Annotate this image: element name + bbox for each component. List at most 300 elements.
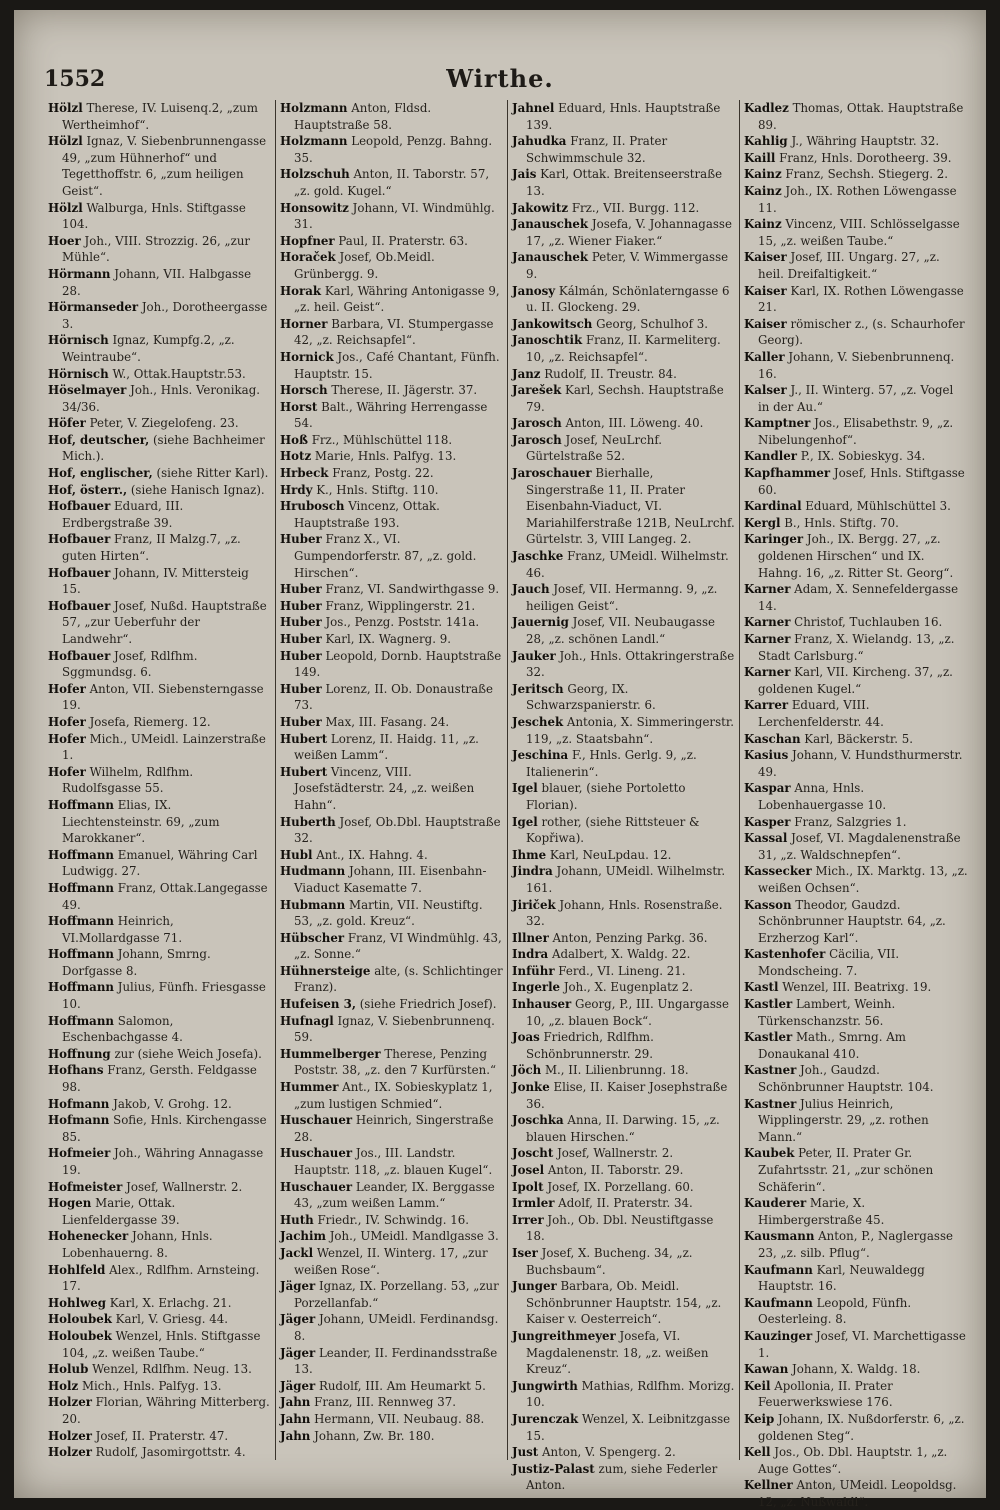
entry-name: Kauderer bbox=[744, 1196, 807, 1211]
directory-entry bbox=[48, 133, 271, 199]
entry-name: Hufeisen 3, bbox=[280, 997, 356, 1012]
entry-details: Josef, II. Praterstr. 47. bbox=[95, 1428, 229, 1443]
entry-details: Josefa, V. Johannagasse 17, „z. Wiener Fiaker.“ bbox=[526, 217, 732, 248]
directory-entry bbox=[280, 897, 503, 930]
entry-details: Ant., IX. Hahng. 4. bbox=[316, 847, 428, 862]
entry-name: Karner bbox=[744, 582, 791, 597]
entry-details: Johann, Zw. Br. 180. bbox=[314, 1428, 435, 1443]
entry-name: Huber bbox=[280, 615, 322, 630]
entry-name: Jachim bbox=[280, 1229, 326, 1244]
entry-details: Joh., IX. Rothen Löwengasse 11. bbox=[758, 183, 957, 215]
entry-details: Karl, VII. Kircheng. 37, „z. goldenen Kugel.“ bbox=[758, 665, 953, 696]
entry-name: Hörnisch bbox=[48, 333, 109, 348]
directory-entry bbox=[512, 133, 735, 166]
entry-details: Joh., VIII. Strozzig. 26, „zur Mühle“. bbox=[62, 233, 251, 265]
directory-entry bbox=[48, 366, 271, 383]
entry-name: Hrdy bbox=[280, 482, 313, 497]
directory-entry bbox=[512, 1245, 735, 1278]
directory-entry bbox=[48, 1096, 271, 1113]
directory-entry bbox=[512, 1328, 735, 1378]
entry-name: Joscht bbox=[512, 1146, 554, 1161]
entry-name: Jankowitsch bbox=[512, 316, 593, 331]
entry-details: Theodor, Gaudzd. Schönbrunner Hauptstr. 64, „z. Erzherzog Karl“. bbox=[758, 897, 946, 945]
entry-name: Hufnagl bbox=[280, 1013, 334, 1028]
directory-entry bbox=[280, 614, 503, 631]
entry-details: Jos., Café Chantant, Fünfh. Hauptstr. 15. bbox=[294, 349, 500, 381]
entry-name: Hühnersteige bbox=[280, 963, 371, 978]
entry-name: Jahnel bbox=[512, 101, 555, 115]
entry-name: Hofer bbox=[48, 731, 86, 746]
entry-details: Alex., Rdlfhm. Arnsteing. 17. bbox=[62, 1262, 260, 1294]
directory-entry bbox=[744, 1145, 968, 1195]
entry-name: Inführ bbox=[512, 963, 555, 978]
directory-entry bbox=[280, 598, 503, 615]
entry-details: Therese, IV. Luisenq.2, „zum Wertheimhof“. bbox=[62, 101, 258, 132]
entry-name: Jiriček bbox=[512, 897, 556, 912]
directory-entry bbox=[280, 399, 503, 432]
entry-name: Kainz bbox=[744, 167, 782, 182]
entry-name: Jarosch bbox=[512, 432, 562, 447]
directory-entry bbox=[48, 913, 271, 946]
directory-entry bbox=[744, 1262, 968, 1295]
entry-details: blauer, (siehe Portoletto Florian). bbox=[526, 781, 686, 812]
entry-details: Sofie, Hnls. Kirchengasse 85. bbox=[62, 1113, 267, 1144]
entry-name: Holzmann bbox=[280, 101, 348, 115]
directory-entry bbox=[744, 1096, 968, 1146]
directory-entry bbox=[280, 382, 503, 399]
entry-details: Peter, II. Prater Gr. Zufahrtsstr. 21, „zur schönen Schäferin“. bbox=[758, 1146, 934, 1194]
entry-details: Vincenz, VIII. Josefstädterstr. 24, „z. weißen Hahn“. bbox=[294, 764, 475, 812]
entry-details: Ignaz, V. Siebenbrunnengasse 49, „zum Hühnerhof“ und Tegetthoffstr. 6, „zum heiligen Geist“. bbox=[62, 134, 267, 198]
directory-entry bbox=[744, 448, 968, 465]
entry-details: Kálmán, Schönlaterngasse 6 u. II. Glockeng. 29. bbox=[526, 283, 730, 315]
entry-name: Irrer bbox=[512, 1212, 544, 1227]
entry-name: Hoffnung bbox=[48, 1046, 111, 1061]
entry-name: Janosy bbox=[512, 283, 556, 298]
entry-name: Holz bbox=[48, 1378, 79, 1393]
directory-entry bbox=[48, 797, 271, 847]
directory-entry bbox=[48, 531, 271, 564]
entry-details: Josef, Hnls. Stiftgasse 60. bbox=[758, 466, 965, 497]
entry-name: Huschauer bbox=[280, 1179, 353, 1194]
entry-name: Karner bbox=[744, 615, 791, 630]
directory-entry bbox=[744, 780, 968, 813]
entry-details: Leander, IX. Berggasse 43, „zum weißen Lamm.“ bbox=[294, 1179, 495, 1211]
entry-details: zur (siehe Weich Josefa). bbox=[114, 1046, 262, 1061]
entry-name: Keil bbox=[744, 1378, 771, 1393]
entry-details: Rudolf, II. Treustr. 84. bbox=[544, 366, 677, 381]
directory-entry bbox=[280, 863, 503, 896]
entry-details: Adolf, II. Praterstr. 34. bbox=[558, 1196, 693, 1211]
directory-entry bbox=[744, 946, 968, 979]
directory-entry bbox=[280, 1145, 503, 1178]
entry-details: Math., Smrng. Am Donaukanal 410. bbox=[758, 1030, 906, 1061]
entry-details: Julius Heinrich, Wipplingerstr. 29, „z. rothen Mann.“ bbox=[758, 1096, 929, 1144]
entry-name: Jäger bbox=[280, 1279, 316, 1294]
entry-details: Johann, Hnls. Rosenstraße. 32. bbox=[526, 897, 723, 929]
entry-name: Karrer bbox=[744, 698, 789, 713]
entry-details: Wenzel, II. Winterg. 17, „zur weißen Rose“. bbox=[294, 1245, 488, 1277]
directory-entry bbox=[280, 349, 503, 382]
entry-name: Jackl bbox=[280, 1245, 314, 1260]
directory-entry bbox=[744, 897, 968, 947]
entry-details: Bierhalle, Singerstraße 11, II. Prater Eisenbahn-Viaduct, VI. Mariahilferstraße 121B, NeuLrchf. Gürtelstr. 3, VIII Langeg. 2. bbox=[526, 466, 735, 547]
entry-details: Karl, Währing Antonigasse 9, „z. heil. Geist“. bbox=[294, 283, 500, 315]
directory-entry bbox=[744, 150, 968, 167]
directory-entry bbox=[280, 200, 503, 233]
directory-entry bbox=[48, 266, 271, 299]
entry-name: Hof, österr., bbox=[48, 482, 128, 497]
entry-details: Anton, VII. Siebensterngasse 19. bbox=[62, 681, 264, 713]
entry-details: Marie, Hnls. Palfyg. 13. bbox=[314, 449, 457, 464]
directory-entry bbox=[48, 565, 271, 598]
entry-name: Keip bbox=[744, 1411, 775, 1426]
entry-details: Anna, Hnls. Lobenhauergasse 10. bbox=[758, 781, 887, 812]
directory-entry bbox=[744, 100, 968, 133]
entry-name: Kaiser bbox=[744, 316, 787, 331]
entry-details: P., IX. Sobieskyg. 34. bbox=[800, 449, 926, 464]
directory-entry bbox=[512, 780, 735, 813]
entry-name: Kaill bbox=[744, 150, 776, 165]
entry-name: Kasson bbox=[744, 897, 792, 912]
directory-entry bbox=[512, 1145, 735, 1162]
directory-entry bbox=[280, 249, 503, 282]
entry-details: Mich., Hnls. Palfyg. 13. bbox=[81, 1378, 222, 1393]
entry-details: Josef, VI. Marchettigasse 1. bbox=[758, 1328, 966, 1360]
entry-name: Kergl bbox=[744, 515, 781, 530]
directory-entry bbox=[48, 498, 271, 531]
entry-details: römischer z., (s. Schaurhofer Georg). bbox=[758, 316, 965, 348]
directory-entry bbox=[48, 1262, 271, 1295]
entry-name: Hofer bbox=[48, 681, 86, 696]
entry-name: Kahlig bbox=[744, 134, 788, 149]
entry-details: Eduard, VIII. Lerchenfelderstr. 44. bbox=[758, 698, 884, 729]
entry-details: Jos., Ob. Dbl. Hauptstr. 1, „z. Auge Gottes“. bbox=[758, 1445, 948, 1476]
directory-entry bbox=[48, 332, 271, 365]
entry-name: Jöch bbox=[512, 1063, 542, 1078]
entry-details: Rudolf, III. Am Heumarkt 5. bbox=[318, 1378, 486, 1393]
directory-entry bbox=[48, 415, 271, 432]
entry-details: Johann, UMeidl. Ferdinandsg. 8. bbox=[294, 1312, 499, 1343]
entry-details: Leopold, Dornb. Hauptstraße 149. bbox=[294, 648, 502, 680]
entry-name: Huber bbox=[280, 681, 322, 696]
directory-entry bbox=[48, 1195, 271, 1228]
directory-entry bbox=[280, 648, 503, 681]
directory-entry bbox=[280, 764, 503, 814]
entry-name: Huber bbox=[280, 714, 322, 729]
entry-details: Johann, IV. Mittersteig 15. bbox=[62, 565, 249, 597]
entry-details: W., Ottak.Hauptstr.53. bbox=[112, 366, 246, 381]
entry-details: Martin, VII. Neustiftg. 53, „z. gold. Kreuz“. bbox=[294, 897, 483, 929]
entry-name: Kastler bbox=[744, 1030, 793, 1045]
entry-details: Josef, Wallnerstr. 2. bbox=[557, 1146, 674, 1161]
entry-details: Mathias, Rdlfhm. Morizg. 10. bbox=[526, 1378, 735, 1410]
directory-entry bbox=[744, 581, 968, 614]
entry-details: zum, siehe Federler Anton. bbox=[526, 1461, 718, 1493]
directory-entry bbox=[512, 249, 735, 282]
directory-entry bbox=[512, 1444, 735, 1461]
entry-details: Joh., IX. Bergg. 27, „z. goldenen Hirschen“ und IX. Hahng. 16, „z. Ritter St. Georg“. bbox=[758, 532, 954, 580]
entry-details: Balt., Währing Herrengasse 54. bbox=[294, 399, 488, 431]
directory-entry bbox=[512, 100, 735, 133]
entry-details: Josef, III. Ungarg. 27, „z. heil. Dreifaltigkeit.“ bbox=[758, 250, 940, 281]
entry-name: Kaufmann bbox=[744, 1262, 813, 1277]
entry-details: Eduard, Mühlschüttel 3. bbox=[805, 499, 951, 514]
directory-entry bbox=[744, 183, 968, 216]
entry-name: Hofbauer bbox=[48, 499, 111, 514]
directory-entry bbox=[48, 1311, 271, 1328]
entry-name: Kaufmann bbox=[744, 1295, 813, 1310]
directory-entry bbox=[48, 880, 271, 913]
entry-details: (siehe Ritter Karl). bbox=[156, 466, 269, 481]
directory-entry bbox=[48, 233, 271, 266]
entry-name: Huberth bbox=[280, 814, 336, 829]
entry-name: Kaiser bbox=[744, 283, 787, 298]
entry-name: Hohlweg bbox=[48, 1295, 106, 1310]
entry-name: Huth bbox=[280, 1212, 314, 1227]
entry-name: Kastler bbox=[744, 997, 793, 1012]
directory-entry bbox=[48, 200, 271, 233]
entry-name: Ipolt bbox=[512, 1179, 544, 1194]
directory-entry bbox=[280, 1046, 503, 1079]
directory-entry bbox=[48, 681, 271, 714]
entry-details: Franz, X. Wielandg. 13, „z. Stadt Carlsburg.“ bbox=[758, 632, 955, 663]
entry-details: Wenzel, Rdlfhm. Neug. 13. bbox=[92, 1362, 252, 1377]
entry-details: B., Hnls. Stiftg. 70. bbox=[784, 515, 899, 530]
entry-name: Kausmann bbox=[744, 1229, 815, 1244]
directory-entry bbox=[512, 382, 735, 415]
entry-details: Lorenz, II. Haidg. 11, „z. weißen Lamm“. bbox=[294, 731, 479, 763]
entry-details: Franz, Salzgries 1. bbox=[794, 814, 907, 829]
entry-details: Marie, X. Himbergerstraße 45. bbox=[758, 1196, 885, 1227]
directory-entry bbox=[280, 996, 503, 1013]
entry-details: Johann, IX. Nußdorferstr. 6, „z. goldenen Steg“. bbox=[758, 1411, 965, 1443]
entry-name: Holzschuh bbox=[280, 167, 350, 182]
entry-details: J., Währing Hauptstr. 32. bbox=[791, 134, 940, 149]
entry-name: Ingerle bbox=[512, 980, 561, 995]
directory-columns bbox=[44, 100, 974, 1509]
entry-details: Karl, Bäckerstr. 5. bbox=[804, 731, 914, 746]
entry-details: J., II. Winterg. 57, „z. Vogel in der Au.“ bbox=[758, 383, 954, 414]
directory-entry bbox=[280, 133, 503, 166]
entry-name: Hofbauer bbox=[48, 598, 111, 613]
directory-entry bbox=[280, 681, 503, 714]
entry-details: Adam, X. Sennefeldergasse 14. bbox=[758, 582, 959, 613]
entry-name: Hölzl bbox=[48, 134, 83, 149]
directory-entry bbox=[280, 100, 503, 133]
entry-details: Josef, Wallnerstr. 2. bbox=[126, 1179, 243, 1194]
entry-name: Joas bbox=[512, 1030, 540, 1045]
entry-name: Jindra bbox=[512, 864, 553, 879]
entry-name: Kardinal bbox=[744, 499, 802, 514]
entry-details: Wenzel, Hnls. Stiftgasse 104, „z. weißen Taube.“ bbox=[62, 1328, 261, 1360]
entry-name: Jahudka bbox=[512, 134, 567, 149]
entry-details: Leopold, Penzg. Bahng. 35. bbox=[294, 134, 493, 165]
entry-name: Hummelberger bbox=[280, 1046, 381, 1061]
entry-details: Franz X., VI. Gumpendorferstr. 87, „z. gold. Hirschen“. bbox=[294, 532, 477, 580]
directory-entry bbox=[48, 1046, 271, 1063]
entry-details: Joh., UMeidl. Mandlgasse 3. bbox=[329, 1229, 499, 1244]
directory-entry bbox=[512, 283, 735, 316]
directory-entry bbox=[744, 747, 968, 780]
directory-entry bbox=[280, 1428, 503, 1445]
entry-details: Barbara, Ob. Meidl. Schönbrunner Hauptstr. 154, „z. Kaiser v. Oesterreich“. bbox=[526, 1279, 722, 1327]
entry-name: Hoffmann bbox=[48, 797, 114, 812]
entry-details: Josef, VI. Magdalenenstraße 31, „z. Waldschnepfen“. bbox=[758, 831, 961, 862]
entry-name: Hölzl bbox=[48, 101, 83, 115]
entry-details: Friedr., IV. Schwindg. 16. bbox=[317, 1212, 469, 1227]
entry-details: Eduard, III. Erdbergstraße 39. bbox=[62, 499, 184, 530]
entry-name: Kawan bbox=[744, 1362, 789, 1377]
directory-entry bbox=[280, 731, 503, 764]
entry-details: K., Hnls. Stiftg. 110. bbox=[316, 482, 439, 497]
directory-entry bbox=[512, 714, 735, 747]
directory-entry bbox=[512, 332, 735, 365]
entry-name: Jäger bbox=[280, 1345, 316, 1360]
entry-name: Igel bbox=[512, 814, 538, 829]
directory-entry bbox=[744, 1477, 968, 1510]
entry-details: Franz, VI. Sandwirthgasse 9. bbox=[325, 582, 500, 597]
directory-entry bbox=[744, 1062, 968, 1095]
directory-entry bbox=[744, 664, 968, 697]
entry-details: Hermann, VII. Neubaug. 88. bbox=[314, 1411, 485, 1426]
directory-entry bbox=[280, 166, 503, 199]
entry-name: Hofmeier bbox=[48, 1146, 111, 1161]
entry-details: Leander, II. Ferdinandsstraße 13. bbox=[294, 1345, 498, 1377]
directory-entry bbox=[280, 498, 503, 531]
entry-details: Ignaz, Kumpfg.2, „z. Weintraube“. bbox=[62, 333, 235, 364]
entry-details: Julius, Fünfh. Friesgasse 10. bbox=[62, 980, 266, 1012]
entry-details: (siehe Friedrich Josef). bbox=[359, 997, 497, 1012]
directory-entry bbox=[280, 1179, 503, 1212]
entry-name: Hofhans bbox=[48, 1063, 104, 1078]
entry-name: Hoffmann bbox=[48, 980, 114, 995]
entry-details: Peter, V. Wimmergasse 9. bbox=[526, 250, 729, 281]
directory-column-3 bbox=[508, 100, 740, 1493]
entry-name: Josel bbox=[512, 1163, 545, 1177]
entry-name: Jahn bbox=[280, 1395, 311, 1410]
directory-entry bbox=[48, 1361, 271, 1378]
directory-entry bbox=[512, 963, 735, 980]
entry-name: Hof, englischer, bbox=[48, 466, 153, 481]
entry-details: Florian, Währing Mitterberg. 20. bbox=[62, 1395, 270, 1426]
directory-entry bbox=[48, 847, 271, 880]
entry-name: Kaiser bbox=[744, 250, 787, 265]
entry-details: Jos., Elisabethstr. 9, „z. Nibelungenhof“. bbox=[758, 416, 954, 447]
directory-entry bbox=[280, 1212, 503, 1229]
entry-details: Wilhelm, Rdlfhm. Rudolfsgasse 55. bbox=[62, 764, 194, 796]
directory-entry bbox=[744, 1195, 968, 1228]
entry-details: Joh., Währing Annagasse 19. bbox=[62, 1146, 264, 1177]
entry-details: Josef, X. Bucheng. 34, „z. Buchsbaum“. bbox=[526, 1245, 693, 1277]
directory-entry bbox=[512, 216, 735, 249]
entry-name: Kaschan bbox=[744, 731, 801, 746]
entry-name: Kastenhofer bbox=[744, 947, 826, 962]
entry-details: Jos., III. Landstr. Hauptstr. 118, „z. blauen Kugel“. bbox=[294, 1146, 493, 1177]
entry-name: Kassecker bbox=[744, 864, 812, 879]
entry-name: Hoffmann bbox=[48, 914, 114, 929]
directory-entry bbox=[512, 415, 735, 432]
entry-details: Emanuel, Währing Carl Ludwigg. 27. bbox=[62, 847, 258, 879]
entry-details: Georg, P., III. Ungargasse 10, „z. blauen Bock“. bbox=[526, 997, 729, 1028]
directory-entry bbox=[48, 1228, 271, 1261]
entry-name: Jahn bbox=[280, 1411, 311, 1426]
directory-entry bbox=[280, 531, 503, 581]
directory-entry bbox=[512, 166, 735, 199]
entry-details: Anton, Fldsd. Hauptstraße 58. bbox=[294, 101, 432, 132]
entry-details: Josefa, VI. Magdalenenstr. 18, „z. weißen Kreuz“. bbox=[526, 1328, 709, 1377]
directory-entry bbox=[280, 432, 503, 449]
directory-entry bbox=[48, 714, 271, 731]
entry-details: Frz., VII. Burgg. 112. bbox=[571, 200, 700, 215]
directory-entry bbox=[280, 1378, 503, 1395]
entry-name: Hof, deutscher, bbox=[48, 432, 150, 447]
entry-details: Franz, Gersth. Feldgasse 98. bbox=[62, 1063, 257, 1095]
entry-name: Huber bbox=[280, 532, 322, 547]
directory-entry bbox=[512, 1162, 735, 1179]
entry-details: Georg, IX. Schwarzspanierstr. 6. bbox=[526, 681, 656, 713]
entry-name: Indra bbox=[512, 947, 549, 962]
directory-entry bbox=[48, 1394, 271, 1427]
entry-name: Karner bbox=[744, 632, 791, 646]
directory-entry bbox=[280, 1079, 503, 1112]
entry-details: Johann, Hnls. Lobenhauerng. 8. bbox=[62, 1229, 213, 1260]
directory-entry bbox=[744, 631, 968, 664]
entry-name: Kadlez bbox=[744, 101, 789, 115]
entry-details: Eduard, Hnls. Hauptstraße 139. bbox=[526, 101, 721, 132]
directory-entry bbox=[512, 366, 735, 383]
entry-name: Hrbeck bbox=[280, 466, 329, 481]
entry-details: Franz, Postg. 22. bbox=[332, 466, 434, 481]
directory-entry bbox=[744, 830, 968, 863]
entry-name: Huschauer bbox=[280, 1146, 353, 1161]
directory-entry bbox=[512, 1411, 735, 1444]
entry-details: Anna, II. Darwing. 15, „z. blauen Hirschen.“ bbox=[526, 1113, 720, 1144]
entry-name: Huber bbox=[280, 648, 322, 663]
entry-details: Joh., Dorotheergasse 3. bbox=[62, 300, 268, 331]
entry-details: Joh., X. Eugenplatz 2. bbox=[563, 980, 694, 995]
entry-name: Hotz bbox=[280, 449, 312, 464]
directory-entry bbox=[48, 1112, 271, 1145]
entry-details: F., Hnls. Gerlg. 9, „z. Italienerin“. bbox=[526, 748, 697, 779]
entry-details: Josef, VII. Hermanng. 9, „z. heiligen Geist“. bbox=[526, 582, 718, 613]
entry-name: Holub bbox=[48, 1362, 89, 1377]
directory-entry bbox=[512, 648, 735, 681]
entry-name: Kastner bbox=[744, 1063, 797, 1078]
directory-entry bbox=[744, 863, 968, 896]
directory-entry bbox=[512, 979, 735, 996]
entry-details: Josef, Ob.Meidl. Grünbergg. 9. bbox=[294, 250, 435, 281]
entry-name: Hörmann bbox=[48, 266, 111, 281]
entry-details: Georg, Schulhof 3. bbox=[596, 316, 709, 331]
entry-details: Friedrich, Rdlfhm. Schönbrunnerstr. 29. bbox=[526, 1030, 654, 1061]
entry-details: Franz, VI Windmühlg. 43, „z. Sonne.“ bbox=[294, 930, 502, 962]
entry-details: Elise, II. Kaiser Josephstraße 36. bbox=[526, 1080, 728, 1111]
entry-details: Mich., UMeidl. Lainzerstraße 1. bbox=[62, 731, 266, 763]
page-number: 1552 bbox=[44, 66, 106, 92]
entry-details: Johann, UMeidl. Wilhelmstr. 161. bbox=[526, 864, 726, 895]
entry-details: Vincenz, VIII. Schlösselgasse 15, „z. weißen Taube.“ bbox=[758, 217, 960, 248]
entry-name: Iser bbox=[512, 1245, 538, 1260]
directory-entry bbox=[512, 814, 735, 847]
directory-entry bbox=[48, 979, 271, 1012]
directory-entry bbox=[280, 448, 503, 465]
entry-details: Josef, Nußd. Hauptstraße 57, „zur Ueberfuhr der Landwehr“. bbox=[62, 598, 267, 646]
entry-name: Jarosch bbox=[512, 416, 562, 431]
directory-entry bbox=[744, 697, 968, 730]
directory-entry bbox=[744, 283, 968, 316]
directory-entry bbox=[48, 598, 271, 648]
